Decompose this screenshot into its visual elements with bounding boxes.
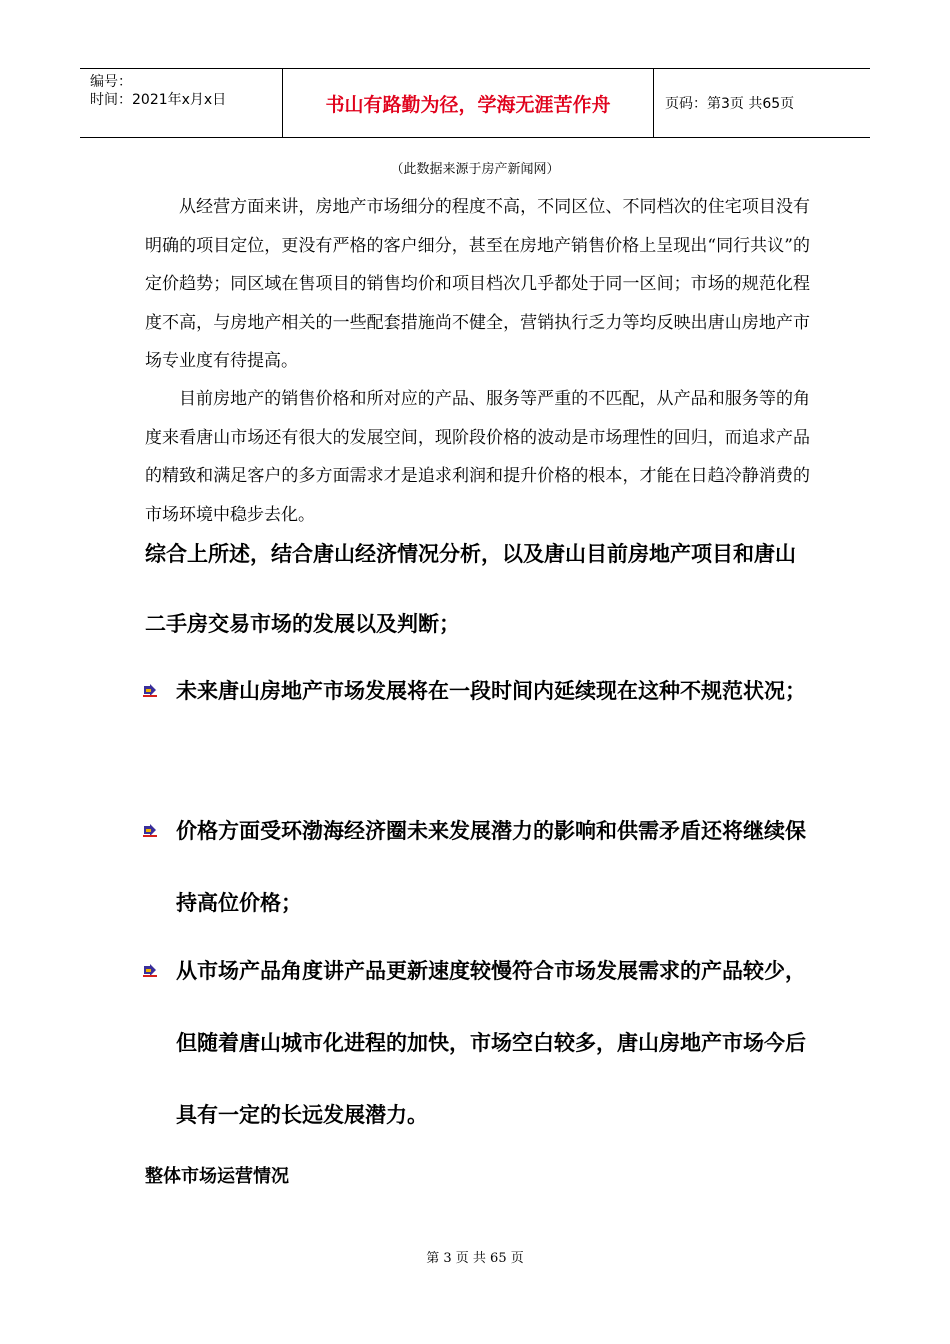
bullet-item	[140, 655, 810, 727]
bullet-item	[140, 795, 810, 939]
code-label: 编号：	[90, 74, 132, 90]
section-heading: 整体市场运营情况	[145, 1166, 289, 1187]
motto: 书山有路勤为径，学海无涯苦作舟	[325, 93, 611, 116]
arrow-bullet-icon	[142, 964, 160, 978]
bullet-item	[140, 935, 810, 1151]
arrow-bullet-icon	[142, 824, 160, 838]
summary-paragraph: 综合上所述，结合唐山经济情况分析，以及唐山目前房地产项目和唐山二手房交易市场的发展以及判断；	[145, 542, 796, 636]
header-motto-cell	[283, 69, 654, 137]
bullet-text: 价格方面受环渤海经济圈未来发展潜力的影响和供需矛盾还将继续保持高位价格；	[176, 819, 806, 915]
source-note: （此数据来源于房产新闻网）	[390, 162, 560, 177]
header-meta-cell	[80, 69, 283, 137]
document-header	[80, 68, 870, 138]
paragraph-pricing: 目前房地产的销售价格和所对应的产品、服务等严重的不匹配，从产品和服务等的角度来看唐山市场还有很大的发展空间，现阶段价格的波动是市场理性的回归，而追求产品的精致和满足客户的多方面需求才是追求利润和提升价格的根本，才能在日趋冷静消费的市场环境中稳步去化。	[145, 389, 810, 525]
page-footer: 第 3 页 共 65 页	[426, 1251, 524, 1266]
paragraph-operations: 从经营方面来讲，房地产市场细分的程度不高，不同区位、不同档次的住宅项目没有明确的项目定位，更没有严格的客户细分，甚至在房地产销售价格上呈现出“同行共议”的定价趋势；同区域在售项目的销售均价和项目档次几乎都处于同一区间；市场的规范化程度不高，与房地产相关的一些配套措施尚不健全，营销执行乏力等均反映出唐山房地产市场专业度有待提高。	[145, 197, 810, 371]
bullet-text: 未来唐山房地产市场发展将在一段时间内延续现在这种不规范状况；	[176, 679, 806, 703]
header-page-info: 页码：第3页 共65页	[665, 96, 795, 112]
arrow-bullet-icon	[142, 684, 160, 698]
bullet-text: 从市场产品角度讲产品更新速度较慢符合市场发展需求的产品较少，但随着唐山城市化进程的加快，市场空白较多，唐山房地产市场今后具有一定的长远发展潜力。	[176, 959, 806, 1127]
date-label: 时间：2021年x月x日	[90, 92, 227, 108]
